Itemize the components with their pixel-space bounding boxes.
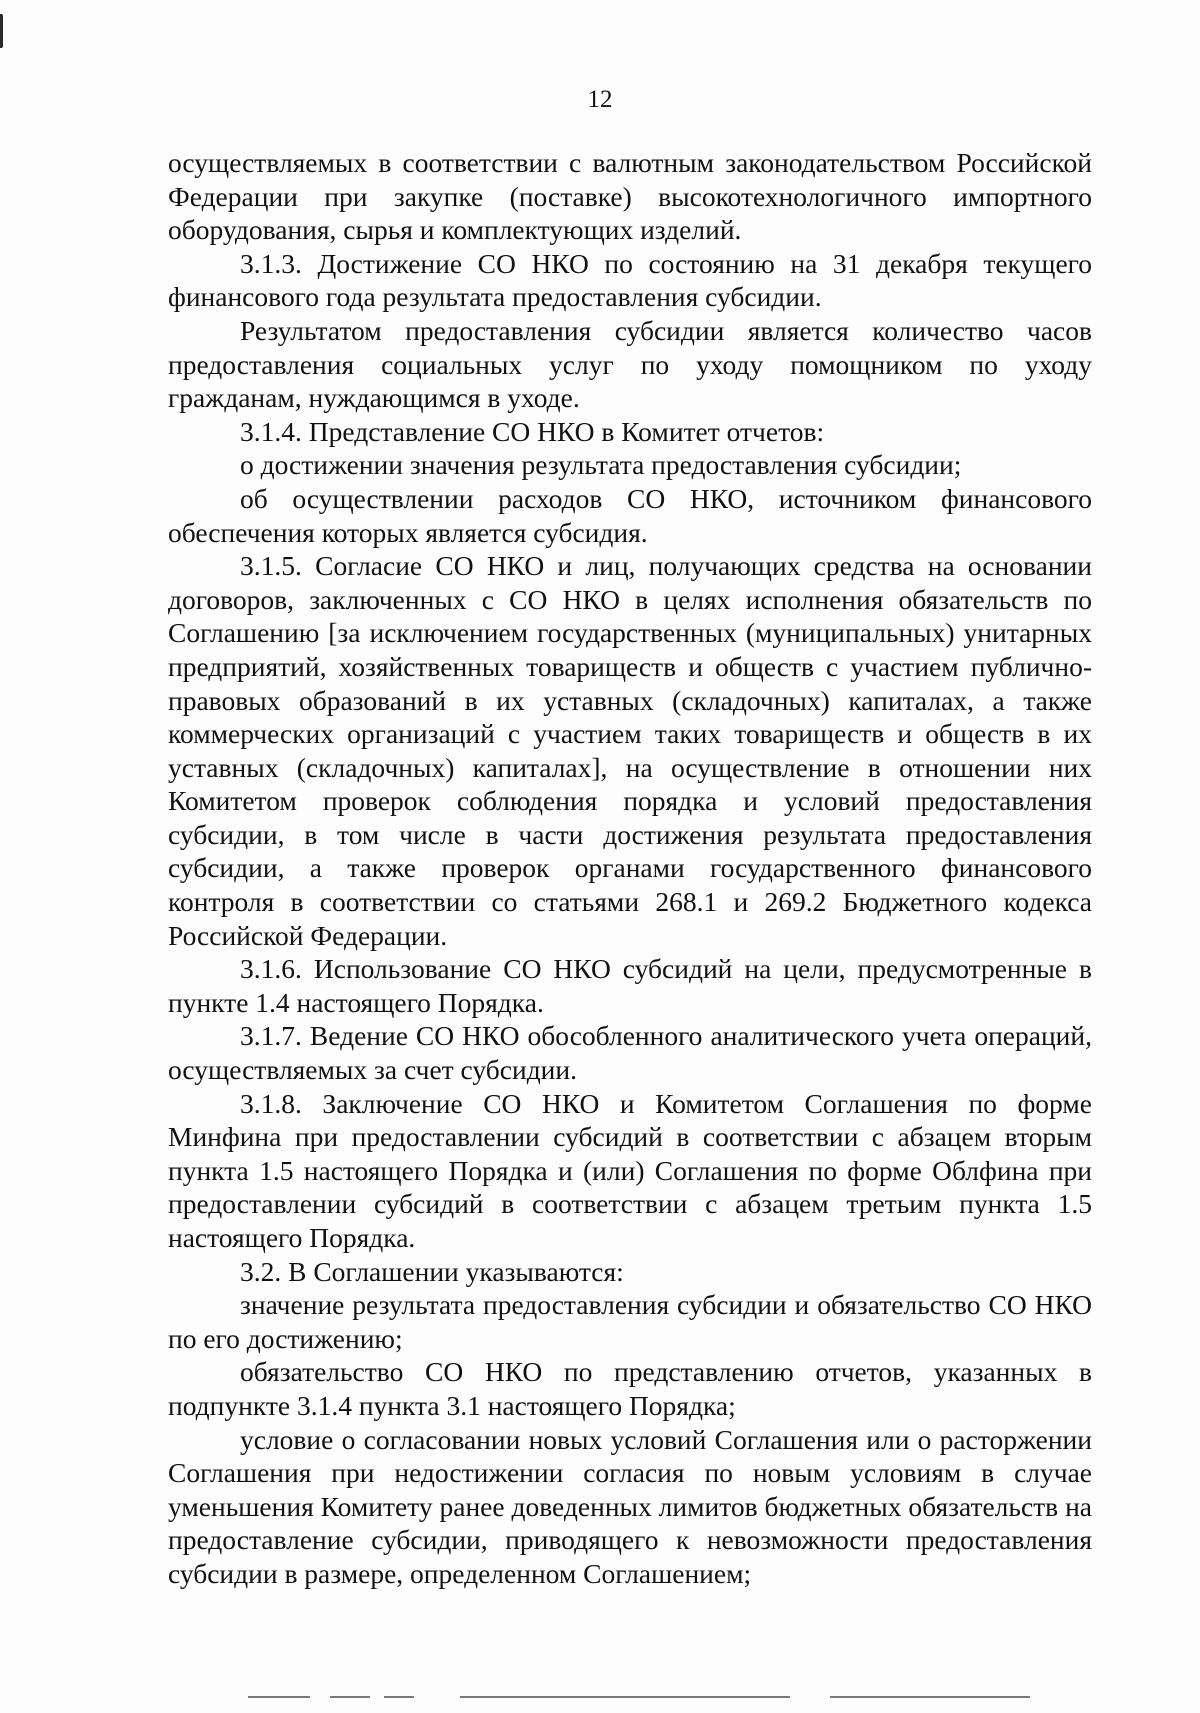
paragraph: об осуществлении расходов СО НКО, источником финансового обеспечения которых является субсидия. [168,482,1092,548]
page-number: 12 [587,86,613,113]
body-text [168,146,1092,1591]
paragraph: обязательство СО НКО по представлению отчетов, указанных в подпункте 3.1.4 пункта 3.1 настоящего Порядка; [168,1356,1092,1421]
paragraph: о достижении значения результата предоставления субсидии; [240,449,962,481]
paragraph: 3.1.7. Ведение СО НКО обособленного аналитического учета операций, осуществляемых за счет субсидии. [168,1020,1092,1086]
scan-edge-mark [0,14,3,48]
paragraph: Результатом предоставления субсидии является количество часов предоставления социальных услуг по уходу помощником по уходу гражданам, нуждающимся в уходе. [168,314,1092,414]
paragraph: значение результата предоставления субсидии и обязательство СО НКО по его достижению; [168,1289,1092,1354]
paragraph: 3.1.8. Заключение СО НКО и Комитетом Соглашения по форме Минфина при предоставлении субсидий в соответствии с абзацем вторым пункта 1.5 настоящего Порядка и (или) Соглашения по форме Облфина при предоставлении субсидий в соответствии с абзацем третьим пункта 1.5 настоящего Порядка. [168,1087,1092,1253]
paragraph: условие о согласовании новых условий Соглашения или о расторжении Соглашения при недостижении согласия по новым условиям в случае уменьшения Комитету ранее доведенных лимитов бюджетных обязательств на предоставление субсидии, приводящего к невозможности предоставления субсидии в размере, определенном Соглашением; [168,1423,1092,1589]
scan-bottom-marks [0,1692,1200,1702]
paragraph: 3.1.4. Представление СО НКО в Комитет отчетов: [240,415,825,447]
paragraph: 3.1.3. Достижение СО НКО по состоянию на 31 декабря текущего финансового года результата предоставления субсидии. [168,247,1092,313]
paragraph: 3.1.5. Согласие СО НКО и лиц, получающих средства на основании договоров, заключенных с СО НКО в целях исполнения обязательств по Соглашению [за исключением государственных (муниципальных) унитарных предприятий, хозяйственных товариществ и обществ с участием публично-правовых образований в их уставных (складочных) капиталах, а также коммерческих организаций с участием таких товариществ и обществ в их уставных (складочных) капиталах], на осуществление в отношении них Комитетом проверок соблюдения порядка и условий предоставления субсидии, в том числе в части достижения результата предоставления субсидии, а также проверок органами государственного финансового контроля в соответствии со статьями 268.1 и 269.2 Бюджетного кодекса Российской Федерации. [168,550,1092,951]
paragraph: 3.2. В Соглашении указываются: [240,1255,624,1287]
paragraph: 3.1.6. Использование СО НКО субсидий на цели, предусмотренные в пункте 1.4 настоящего Порядка. [168,953,1092,1018]
paragraph: осуществляемых в соответствии с валютным законодательством Российской Федерации при закупке (поставке) высокотехнологичного импортного оборудования, сырья и комплектующих изделий. [168,147,1092,246]
